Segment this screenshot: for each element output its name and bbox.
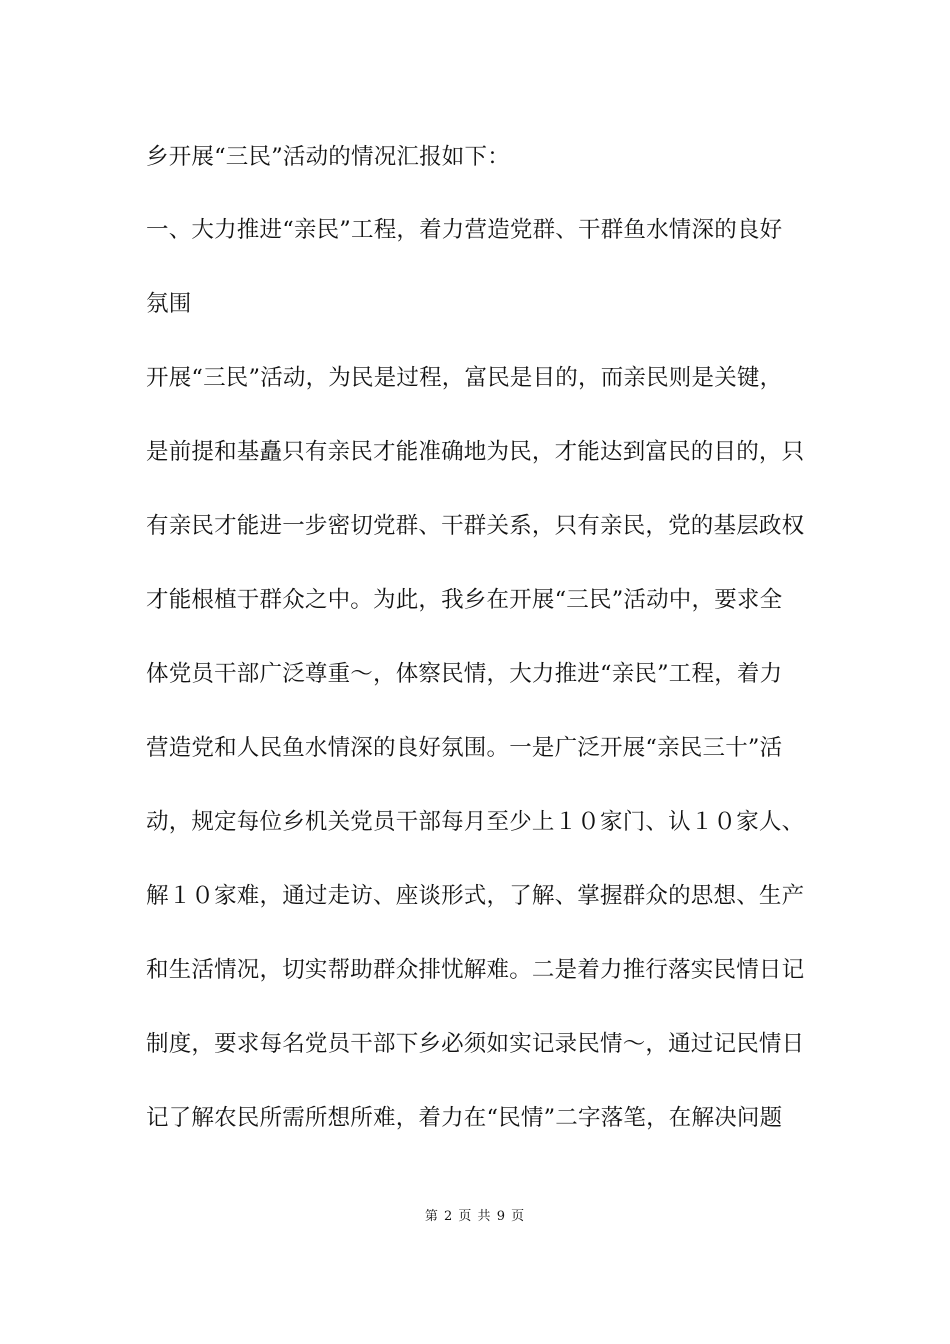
text-line-8: 体党员干部广泛尊重～，体察民情，大力推进“亲民”工程，着力: [146, 661, 783, 687]
text-line-4: 开展“三民”活动，为民是过程，富民是目的，而亲民则是关键，: [146, 365, 783, 391]
section-heading-line-2: 氛围: [146, 291, 192, 317]
text-line-1: 乡开展“三民”活动的情况汇报如下：: [146, 144, 510, 170]
section-heading-line-1: 一、大力推进“亲民”工程，着力营造党群、干群鱼水情深的良好: [146, 217, 783, 243]
text-line-5: 是前提和基矗只有亲民才能准确地为民，才能达到富民的目的，只: [146, 439, 805, 465]
text-line-12: 和生活情况，切实帮助群众排忧解难。二是着力推行落实民情日记: [146, 957, 805, 983]
text-line-7: 才能根植于群众之中。为此，我乡在开展“三民”活动中，要求全: [146, 587, 783, 613]
text-line-10: 动，规定每位乡机关党员干部每月至少上１０家门、认１０家人、: [146, 809, 805, 835]
text-line-9: 营造党和人民鱼水情深的良好氛围。一是广泛开展“亲民三十”活: [146, 735, 783, 761]
page-number-footer: 第 2 页 共 9 页: [424, 1209, 526, 1224]
text-line-14: 记了解农民所需所想所难，着力在“民情”二字落笔，在解决问题: [146, 1105, 783, 1131]
text-line-11: 解１０家难，通过走访、座谈形式，了解、掌握群众的思想、生产: [146, 883, 805, 909]
text-line-6: 有亲民才能进一步密切党群、干群关系，只有亲民，党的基层政权: [146, 513, 805, 539]
text-line-13: 制度，要求每名党员干部下乡必须如实记录民情～，通过记民情日: [146, 1031, 805, 1057]
